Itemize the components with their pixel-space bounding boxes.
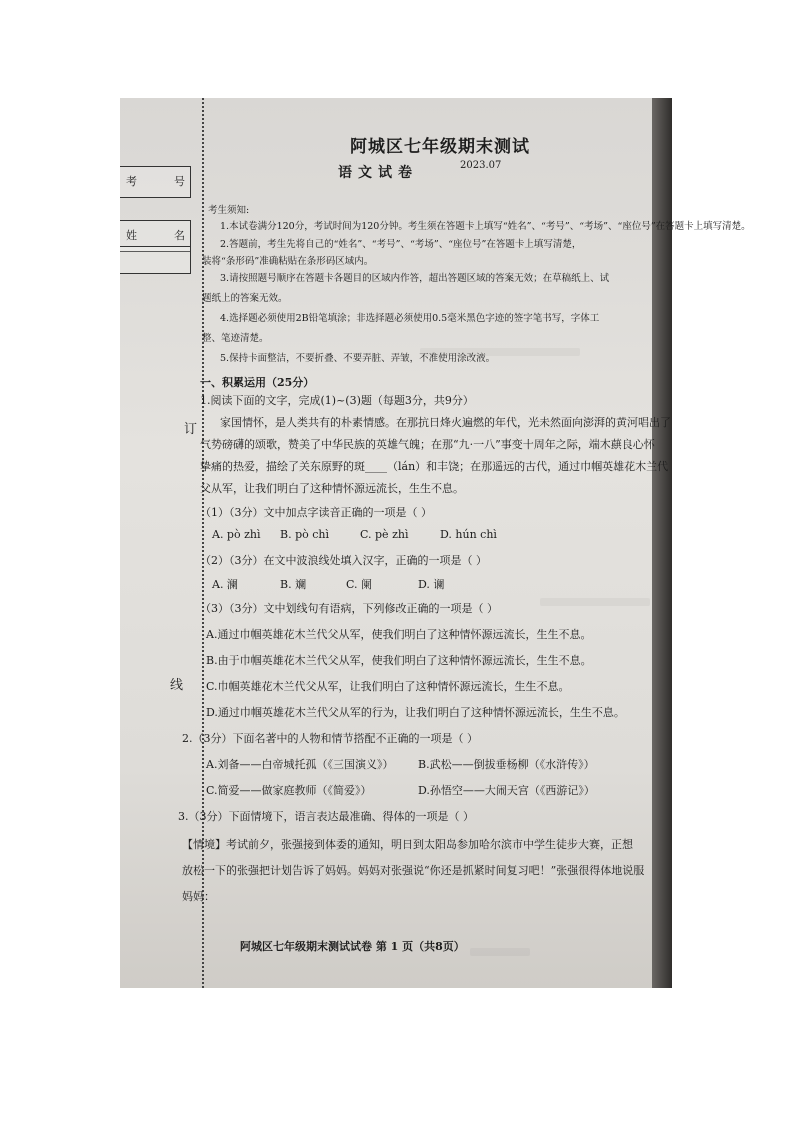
passage-line-4: 父从军，让我们明白了这种情怀源远流长，生生不息。 (200, 482, 464, 495)
notice-line-7: 整、笔迹清楚。 (202, 333, 269, 344)
question-2-stem: 2.（3分）下面名著中的人物和情节搭配不正确的一项是（ ） (182, 732, 478, 745)
question-1-1-option-d: D. hún chì (440, 528, 497, 541)
question-2-option-b: B.武松——倒拔垂杨柳（《水浒传》） (418, 758, 595, 771)
question-3-context-2: 放松一下的张强把计划告诉了妈妈。妈妈对张强说“你还是抓紧时间复习吧！”张强很得体地说服 (182, 864, 645, 877)
name-label-1: 姓 (126, 229, 137, 242)
notice-line-1: 1.本试卷满分120分，考试时间为120分钟。考生须在答题卡上填写“姓名”、“考号”、“考场”、“座位号”在答题卡上填写清楚。 (220, 221, 751, 232)
binding-dotted-line (202, 98, 204, 988)
notice-line-2: 2.答题前，考生先将自己的“姓名”、“考号”、“考场”、“座位号”在答题卡上填写清楚， (220, 239, 582, 250)
binding-char-xian: 线 (170, 678, 184, 693)
question-1-3-option-c: C.巾帼英雄花木兰代父从军，让我们明白了这种情怀源远流长，生生不息。 (206, 680, 570, 693)
question-1-1-stem: （1）（3分）文中加点字读音正确的一项是（ ） (200, 506, 432, 519)
question-1-1-option-a: A. pò zhì (212, 528, 261, 541)
section-heading: 一、积累运用（25分） (200, 376, 315, 389)
notice-line-3: 装将“条形码”准确粘贴在条形码区域内。 (202, 256, 374, 267)
question-1-2-option-b: B. 斓 (280, 578, 307, 591)
binding-char-ding: 订 (184, 422, 198, 437)
question-1-1-option-c: C. pè zhì (360, 528, 409, 541)
exam-number-box (120, 166, 191, 198)
name-field-box (120, 246, 191, 274)
bleed-through-mark (470, 948, 530, 956)
question-1-2-option-c: C. 阑 (346, 578, 373, 591)
question-2-option-c: C.简爱——做家庭教师（《简爱》） (206, 784, 372, 797)
notice-line-5: 题纸上的答案无效。 (202, 293, 288, 304)
question-1-2-option-d: D. 谰 (418, 578, 445, 591)
question-3-stem: 3.（3分）下面情境下，语言表达最准确、得体的一项是（ ） (178, 810, 474, 823)
question-2-option-a: A.刘备——白帝城托孤（《三国演义》） (206, 758, 394, 771)
page-footer: 阿城区七年级期末测试试卷 第 1 页（共8页） (240, 940, 465, 953)
question-2-option-d: D.孙悟空——大闹天宫（《西游记》） (418, 784, 595, 797)
question-1-3-stem: （3）（3分）文中划线句有语病，下列修改正确的一项是（ ） (200, 602, 498, 615)
exam-number-label-1: 考 (126, 175, 137, 188)
question-1-2-option-a: A. 澜 (212, 578, 238, 591)
notice-line-8: 5.保持卡面整洁，不要折叠、不要弄脏、弄皱，不准使用涂改液。 (220, 353, 496, 364)
question-1-3-option-d: D.通过巾帼英雄花木兰代父从军的行为，让我们明白了这种情怀源远流长，生生不息。 (206, 706, 625, 719)
exam-date: 2023.07 (460, 160, 502, 171)
notice-heading: 考生须知: (208, 205, 250, 216)
question-3-context-1: 【情境】考试前夕，张强接到体委的通知，明日到太阳岛参加哈尔滨市中学生徒步大赛，正想 (182, 838, 633, 851)
notice-line-6: 4.选择题必须使用2B铅笔填涂；非选择题必须使用0.5毫米黑色字迹的签字笔书写，字体工 (220, 313, 600, 324)
exam-title: 阿城区七年级期末测试 (350, 137, 530, 157)
question-1-1-option-b: B. pò chì (280, 528, 330, 541)
question-1-intro: 1.阅读下面的文字，完成(1)~(3)题（每题3分，共9分） (200, 394, 474, 407)
question-1-3-option-a: A.通过巾帼英雄花木兰代父从军，使我们明白了这种情怀源远流长，生生不息。 (206, 628, 592, 641)
notice-line-4: 3.请按照题号顺序在答题卡各题目的区域内作答，超出答题区域的答案无效；在草稿纸上、试 (220, 273, 610, 284)
question-1-3-option-b: B.由于巾帼英雄花木兰代父从军，使我们明白了这种情怀源远流长，生生不息。 (206, 654, 592, 667)
passage-line-1: 家国情怀，是人类共有的朴素情感。在那抗日烽火遍燃的年代，光未然面向澎湃的黄河唱出了 (220, 416, 671, 429)
exam-subtitle: 语文试卷 (338, 165, 418, 181)
exam-paper-photo (120, 98, 751, 988)
bleed-through-mark (540, 598, 650, 606)
exam-number-label-2: 号 (174, 175, 185, 188)
passage-line-3: 挚痛的热爱，描绘了关东原野的斑____（lán）和丰饶；在那遥远的古代，通过巾帼英雄花木兰代 (200, 460, 669, 473)
name-label-2: 名 (174, 229, 185, 242)
question-1-2-stem: （2）（3分）在文中波浪线处填入汉字，正确的一项是（ ） (200, 554, 487, 567)
passage-line-2: 气势磅礴的颂歌，赞美了中华民族的英雄气魄；在那“九·一八”事变十周年之际，端木蕻良心怀 (200, 438, 655, 451)
question-3-context-3: 妈妈： (182, 890, 215, 903)
